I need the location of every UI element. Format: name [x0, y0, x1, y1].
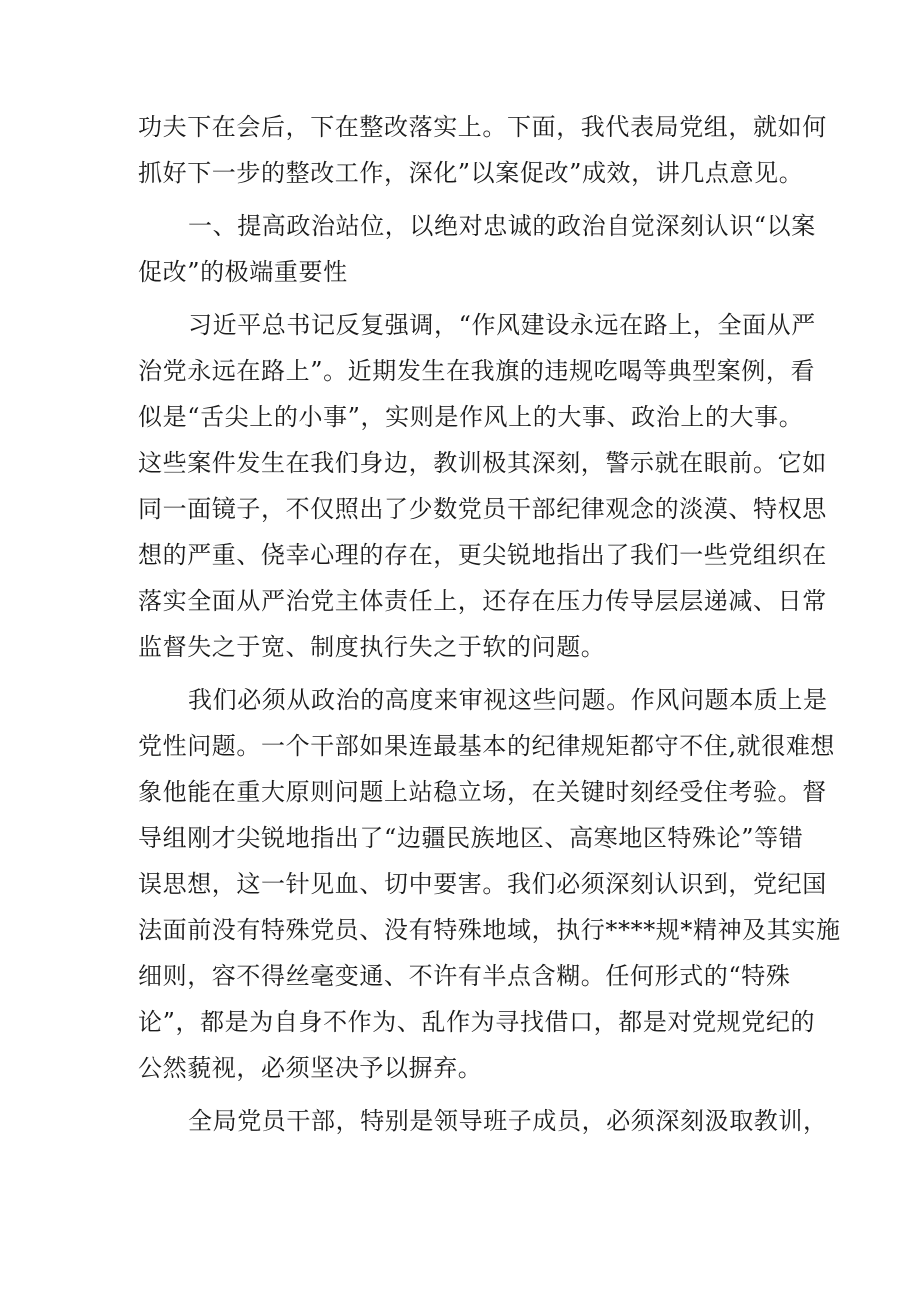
text-line: 促改”的极端重要性: [138, 258, 348, 286]
text-line: 似是“舌尖上的小事”，实则是作风上的大事、政治上的大事。: [138, 403, 804, 431]
text-line: 导组刚才尖锐地指出了“边疆民族地区、高寒地区特殊论”等错: [138, 824, 804, 852]
paragraph: [138, 302, 827, 670]
text-line: 同一面镜子，不仅照出了少数党员干部纪律观念的淡漠、特权思: [138, 495, 827, 523]
text-line: 抓好下一步的整改工作，深化”以案促改”成效，讲几点意见。: [138, 159, 804, 187]
text-line: 一、提高政治站位，以绝对忠诚的政治自觉深刻认识“以案: [188, 212, 816, 240]
document-body: [138, 104, 841, 1151]
text-line: 习近平总书记反复强调，“作风建设永远在路上，全面从严: [188, 311, 816, 339]
text-line: 落实全面从严治党主体责任上，还存在压力传导层层递减、日常: [138, 587, 827, 615]
paragraph: [138, 203, 816, 295]
text-line: 误思想，这一针见血、切中要害。我们必须深刻认识到，党纪国: [138, 870, 827, 898]
paragraph: [138, 1098, 828, 1144]
text-line: 想的严重、侥幸心理的存在，更尖锐地指出了我们一些党组织在: [138, 541, 827, 569]
paragraph: [138, 677, 841, 1091]
text-line: 公然藐视，必须坚决予以摒弃。: [138, 1054, 483, 1082]
paragraph: [138, 104, 827, 196]
text-line: 论”，都是为自身不作为、乱作为寻找借口，都是对党规党纪的: [138, 1008, 816, 1036]
text-line: 党性问题。一个干部如果连最基本的纪律规矩都守不住,就很难想: [138, 732, 836, 760]
text-line: 法面前没有特殊党员、没有特殊地域，执行****规*精神及其实施: [138, 916, 841, 944]
text-line: 细则，容不得丝毫变通、不许有半点含糊。任何形式的“特殊: [138, 962, 791, 990]
text-line: 全局党员干部，特别是领导班子成员，必须深刻汲取教训，: [188, 1107, 828, 1135]
text-line: 功夫下在会后，下在整改落实上。下面，我代表局党组，就如何: [138, 113, 827, 141]
text-line: 治党永远在路上”。近期发生在我旗的违规吃喝等典型案例，看: [138, 357, 816, 385]
text-line: 监督失之于宽、制度执行失之于软的问题。: [138, 633, 606, 661]
text-line: 象他能在重大原则问题上站稳立场，在关键时刻经受住考验。督: [138, 778, 827, 806]
text-line: 这些案件发生在我们身边，教训极其深刻，警示就在眼前。它如: [138, 449, 827, 477]
text-line: 我们必须从政治的高度来审视这些问题。作风问题本质上是: [188, 686, 828, 714]
